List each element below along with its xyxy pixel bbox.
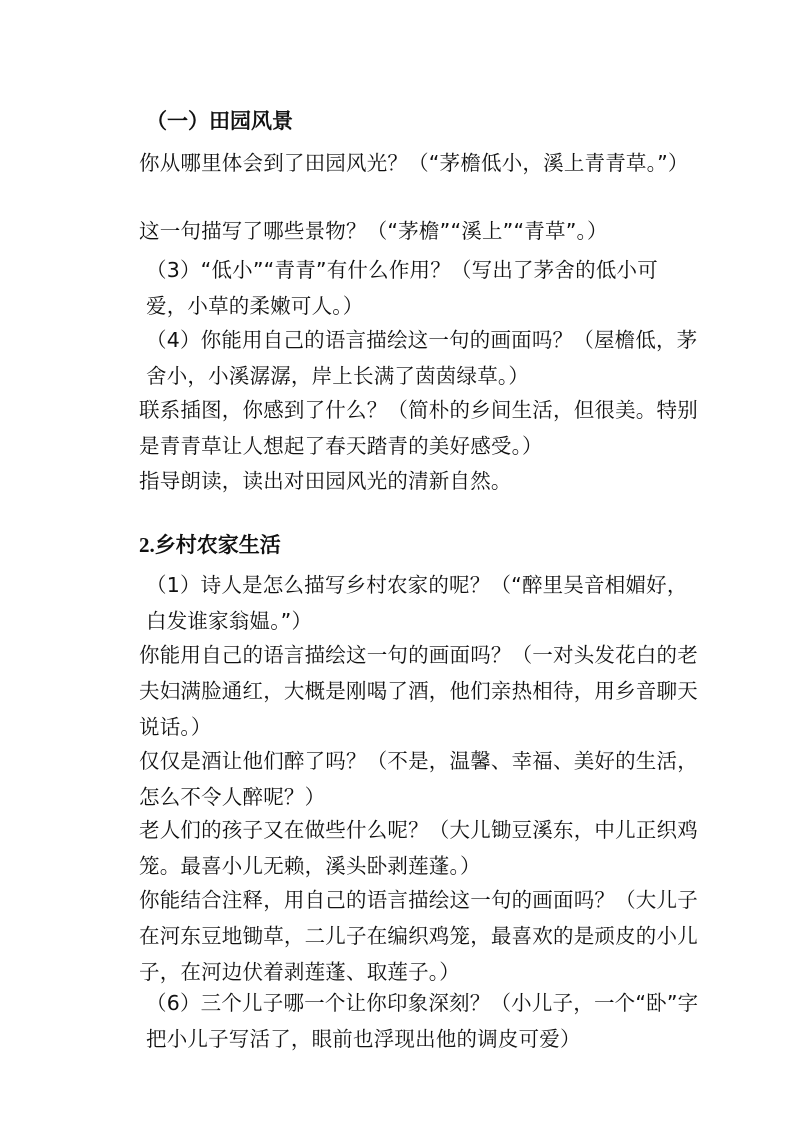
paragraph: 老人们的孩子又在做些什么呢？（大儿锄豆溪东，中儿正织鸡笼。最喜小儿无赖，溪头卧剥莲蓬。） — [139, 818, 698, 878]
paragraph: （1）诗人是怎么描写乡村农家的呢？（“醉里吴音相媚好，白发谁家翁媪。”） — [146, 573, 688, 633]
paragraph: 这一句描写了哪些景物？（“茅檐”“溪上”“青草”。） — [139, 219, 608, 243]
section-heading-farm-life — [139, 527, 281, 563]
paragraph: （4）你能用自己的语言描绘这一句的画面吗？（屋檐低，茅舍小，小溪潺潺，岸上长满了茵茵绿草。） — [146, 328, 698, 388]
section-heading-text: 乡村农家生活 — [154, 533, 281, 557]
section-heading-number: 2. — [139, 533, 155, 557]
section-heading-pastoral: （一）田园风景 — [146, 109, 293, 133]
paragraph: （6）三个儿子哪一个让你印象深刻？（小儿子，一个“卧”字把小儿子写活了，眼前也浮现出他的调皮可爱） — [146, 991, 699, 1051]
paragraph: 指导朗读，读出对田园风光的清新自然。 — [139, 469, 512, 493]
paragraph: 你从哪里体会到了田园风光？（“茅檐低小，溪上青青草。”） — [139, 151, 689, 175]
paragraph: 联系插图，你感到了什么？（简朴的乡间生活，但很美。特别是青青草让人想起了春天踏青的美好感受。） — [139, 398, 698, 458]
paragraph: 你能结合注释，用自己的语言描绘这一句的画面吗？（大儿子在河东豆地锄草，二儿子在编织鸡笼，最喜欢的是顽皮的小儿子，在河边伏着剥莲蓬、取莲子。） — [139, 888, 698, 984]
paragraph: 仅仅是酒让他们醉了吗？（不是，温馨、幸福、美好的生活，怎么不令人醉呢？） — [139, 749, 698, 809]
paragraph: 你能用自己的语言描绘这一句的画面吗？（一对头发花白的老夫妇满脸通红，大概是刚喝了酒，他们亲热相待，用乡音聊天说话。） — [139, 643, 698, 739]
paragraph: （3）“低小”“青青”有什么作用？（写出了茅舍的低小可爱，小草的柔嫩可人。） — [146, 258, 658, 318]
